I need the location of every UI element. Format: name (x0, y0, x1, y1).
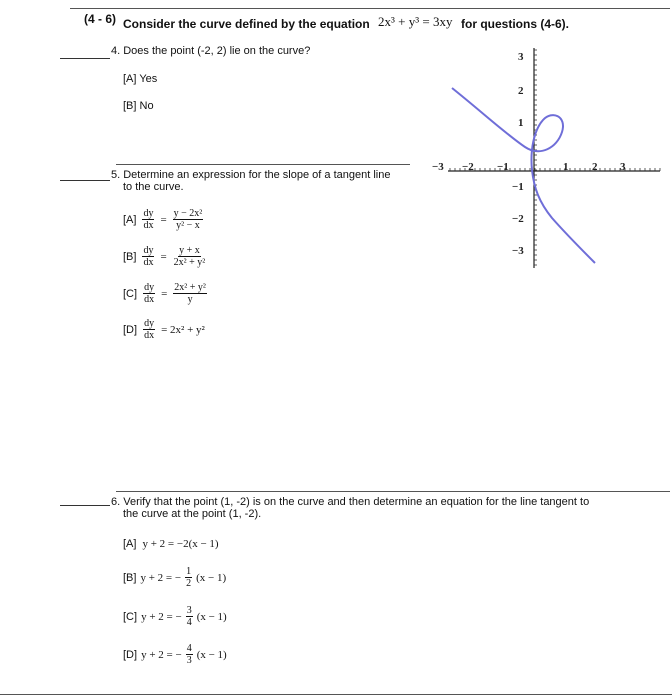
answer-blank-q6[interactable] (60, 505, 110, 506)
option-fraction: $\frac{\text{2x² + y²}}{y}$ (174, 282, 206, 305)
option-fraction: $\frac{4}{3}$ (186, 643, 192, 666)
option-prefix: y + 2 = − (141, 610, 182, 623)
curve-line (452, 88, 595, 263)
q5-option-b[interactable]: [B] $\frac{dy}{dx}$ = $\frac{y + x}{\text{2x² + y²}}$ (123, 245, 206, 268)
derivative-dydx: $\frac{dy}{dx}$ (144, 282, 155, 305)
option-fraction: $\frac{3}{4}$ (186, 605, 192, 628)
option-rhs: = 2x² + y² (161, 323, 205, 336)
x-tick-label: 2 (592, 161, 598, 173)
header-equation (378, 14, 452, 30)
x-tick-label: −3 (432, 161, 444, 173)
q5-rule (116, 164, 410, 165)
option-label: [A] (123, 538, 137, 550)
bottom-rule (0, 694, 672, 695)
option-fraction: $\frac{\text{y − 2x²}}{\text{y² − x}}$ (173, 208, 203, 231)
curve-graph (412, 40, 672, 272)
q4-option-a[interactable] (123, 73, 157, 85)
y-tick-label: 3 (518, 51, 524, 63)
q6-rule (116, 491, 670, 492)
option-suffix: (x − 1) (196, 610, 227, 623)
derivative-dydx: $\frac{dy}{dx}$ (143, 245, 154, 268)
option-text: No (139, 100, 154, 112)
option-fraction: $\frac{y + x}{\text{2x² + y²}}$ (173, 245, 206, 268)
option-label: [C] (123, 610, 138, 623)
x-tick-label: 1 (563, 161, 569, 173)
answer-blank-q5[interactable] (60, 180, 110, 181)
q6-text: 6. Verify that the point (1, -2) is on the curve and then determine an equation for the line tangent to (111, 496, 590, 508)
option-label: [C] (123, 287, 138, 300)
q5-option-c[interactable]: [C] $\frac{dy}{dx}$ = $\frac{\text{2x² + y²}}{y}$ (123, 282, 206, 305)
option-label: [B] (123, 100, 137, 112)
y-tick-label: −2 (512, 213, 524, 225)
derivative-dydx: $\frac{dy}{dx}$ (144, 318, 155, 341)
option-label: [A] (123, 213, 137, 226)
y-tick-label: 1 (518, 117, 524, 129)
q5-option-d[interactable] (123, 318, 205, 341)
q5-text: 5. Determine an expression for the slope of a tangent line (111, 169, 391, 181)
y-tick-label: −3 (512, 245, 524, 257)
q6-text-line2: the curve at the point (1, -2). (123, 508, 262, 520)
x-tick-label: 3 (620, 161, 626, 173)
header-range: (4 - 6) (84, 12, 117, 26)
derivative-dydx: $\frac{dy}{dx}$ (143, 208, 154, 231)
x-tick-label: −1 (497, 161, 509, 173)
header-suffix: for questions (4-6). (461, 17, 570, 31)
option-fraction: $\frac{1}{2}$ (186, 566, 192, 589)
option-suffix: (x − 1) (196, 648, 227, 661)
q5-option-a[interactable]: [A] $\frac{dy}{dx}$ = $\frac{\text{y − 2x²}}{\text{y² − x}}$ (123, 208, 203, 231)
y-tick-label: −1 (512, 181, 524, 193)
header-text: Consider the curve defined by the equation (123, 17, 370, 31)
option-text: Yes (139, 73, 158, 85)
q6-option-c[interactable] (123, 605, 227, 628)
q6-option-b[interactable] (123, 566, 226, 589)
option-suffix: (x − 1) (196, 571, 227, 584)
option-prefix: y + 2 = − (140, 571, 182, 584)
option-label: [B] (123, 250, 137, 263)
q4-option-b[interactable] (123, 100, 154, 112)
q6-option-d[interactable] (123, 643, 227, 666)
equation-rhs: = 3xy (422, 14, 453, 29)
option-prefix: y + 2 = − (141, 648, 182, 661)
x-tick-label: −2 (462, 161, 474, 173)
option-label: [D] (123, 323, 138, 336)
option-label: [B] (123, 571, 137, 584)
option-equation: y + 2 = −2(x − 1) (142, 538, 219, 550)
y-tick-label: 2 (518, 85, 524, 97)
q5-text-line2: to the curve. (123, 181, 184, 193)
top-rule (70, 8, 670, 9)
q4-text: 4. Does the point (-2, 2) lie on the curve? (111, 45, 311, 57)
option-label: [A] (123, 73, 137, 85)
option-label: [D] (123, 648, 138, 661)
answer-blank-q4[interactable] (60, 58, 110, 59)
q6-option-a[interactable] (123, 538, 219, 550)
equation-lhs: 2x³ + y³ (378, 14, 420, 29)
